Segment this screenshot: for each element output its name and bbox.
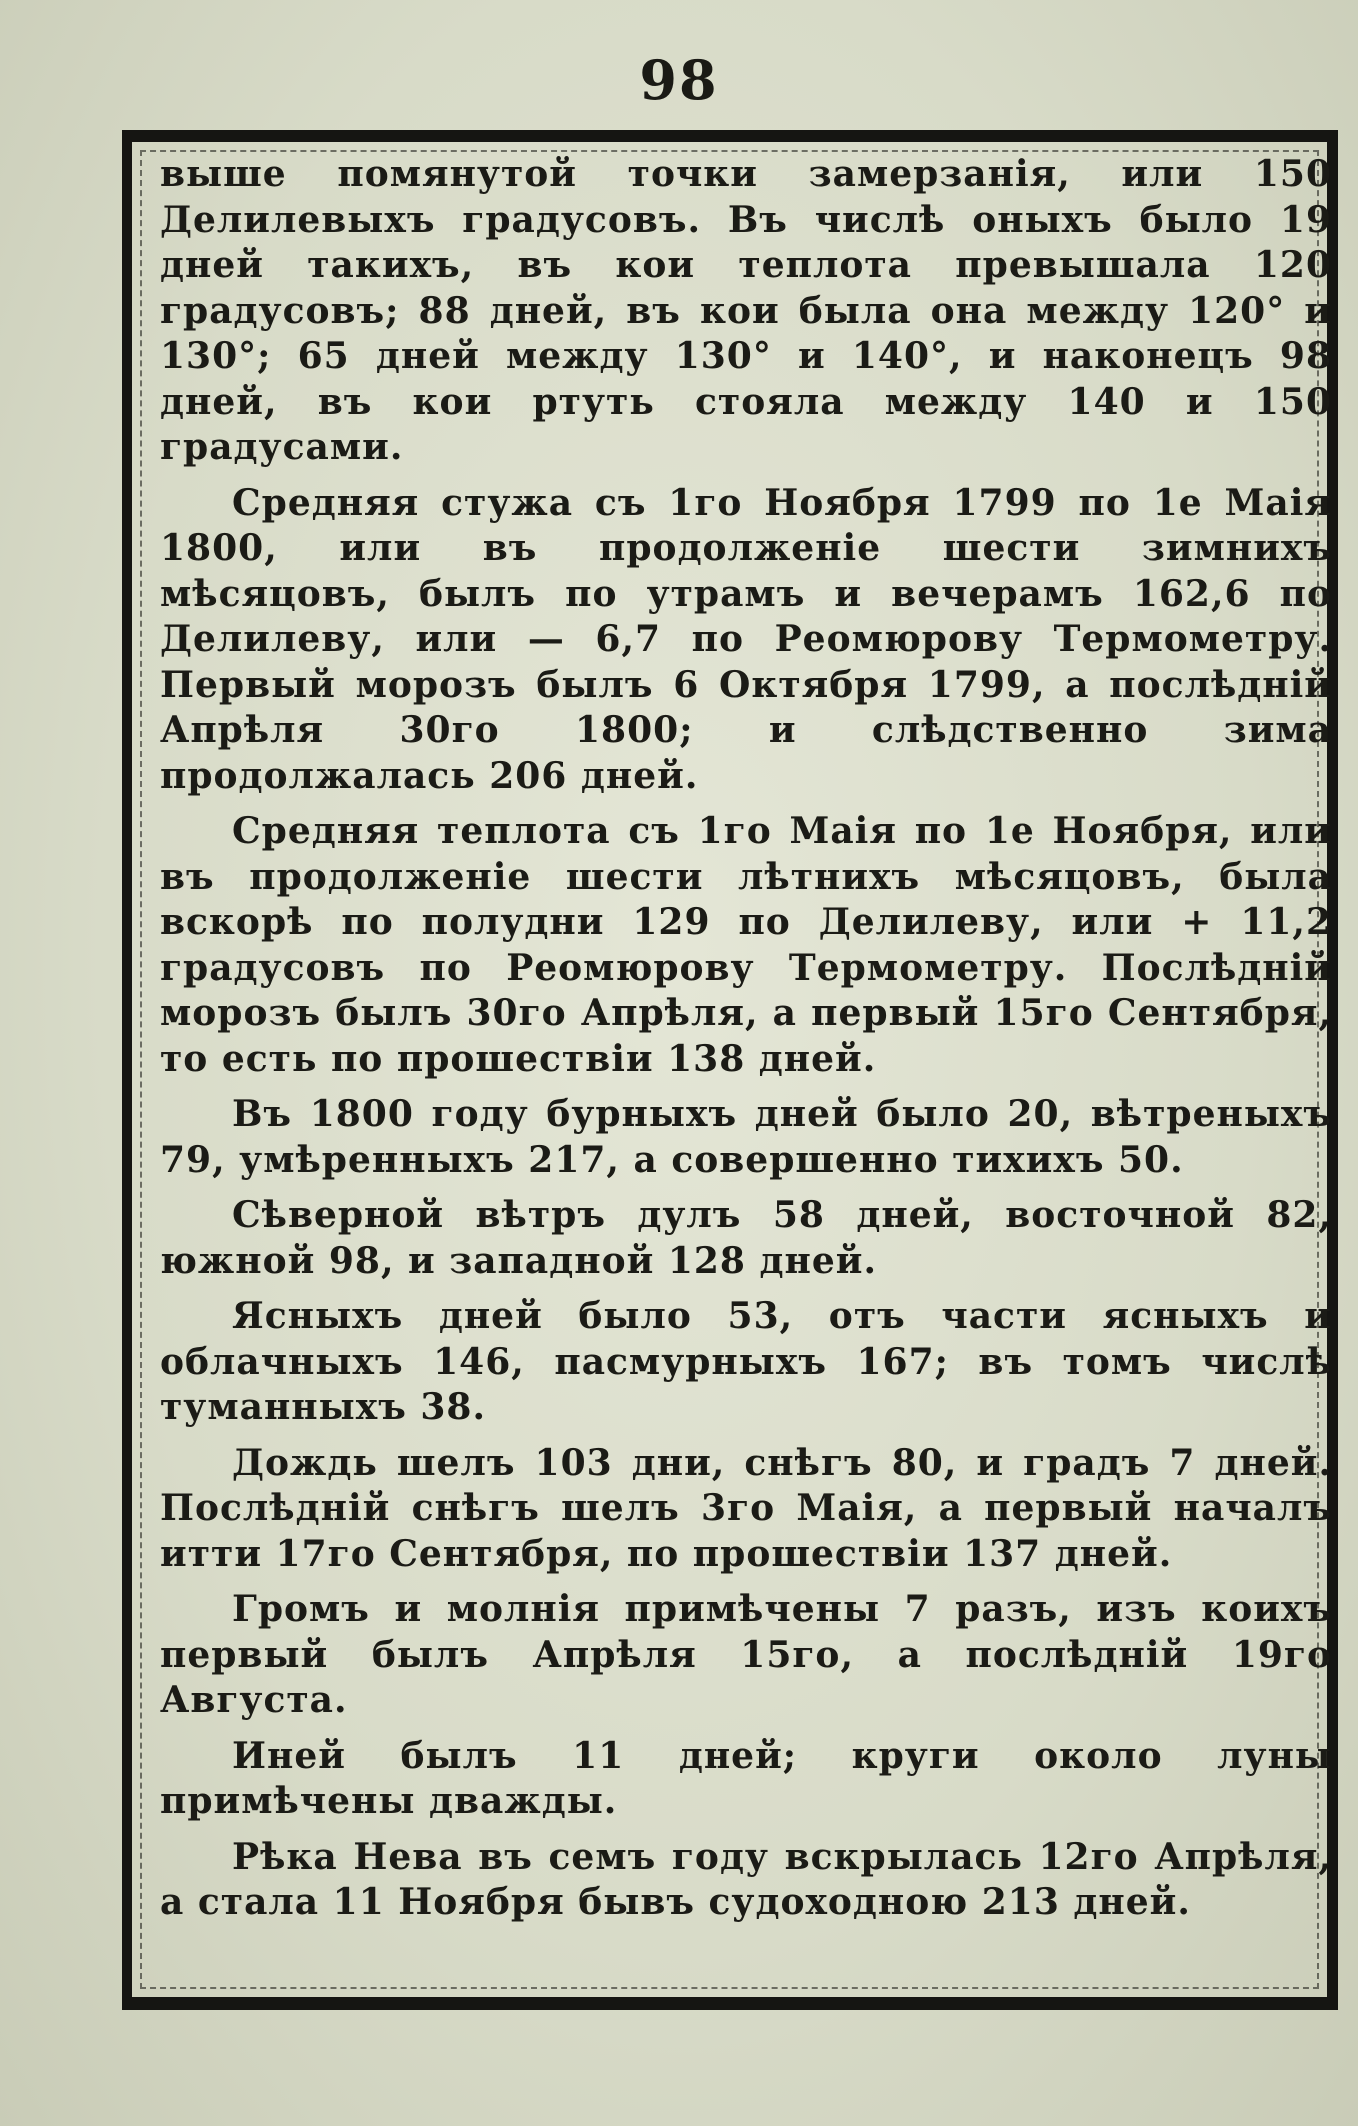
paragraph-7: Дождь шелъ 103 дни, снѣгъ 80, и градъ 7 дней. Послѣдній снѣгъ шелъ 3го Маія, а первый началъ итти 17го Сентября, по прошествіи 137 дней.	[160, 1441, 1332, 1575]
text-block	[160, 152, 1332, 1926]
paragraph-10: Рѣка Нева въ семъ году вскрылась 12го Апрѣля, а стала 11 Ноября бывъ судоходною 213 дней.	[160, 1835, 1332, 1923]
paragraph-4: Въ 1800 году бурныхъ дней было 20, вѣтреныхъ 79, умѣренныхъ 217, а совершенно тихихъ 50.	[160, 1093, 1332, 1181]
paragraph-6: Ясныхъ дней было 53, отъ части ясныхъ и облачныхъ 146, пасмурныхъ 167; въ томъ числѣ туманныхъ 38.	[160, 1295, 1332, 1428]
paragraph-5: Сѣверной вѣтръ дулъ 58 дней, восточной 82, южной 98, и западной 128 дней.	[160, 1194, 1332, 1282]
page-number: 98	[639, 48, 719, 112]
paragraph-8: Громъ и молнія примѣчены 7 разъ, изъ коихъ первый былъ Апрѣля 15го, а послѣдній 19го Августа.	[160, 1588, 1332, 1721]
paragraph-2: Средняя стужа съ 1го Ноября 1799 по 1е Маія 1800, или въ продолженіе шести зимнихъ мѣсяцовъ, былъ по утрамъ и вечерамъ 162,6 по Делилеву, или — 6,7 по Реомюрову Термометру. Первый морозъ былъ 6 Октября 1799, а послѣдній Апрѣля 30го 1800; и слѣдственно зима продолжалась 206 дней.	[160, 481, 1332, 797]
paragraph-1: выше помянутой точки замерзанія, или 150 Делилевыхъ градусовъ. Въ числѣ оныхъ было 19 дней такихъ, въ кои теплота превышала 120 градусовъ; 88 дней, въ кои была она между 120° и 130°; 65 дней между 130° и 140°, и наконецъ 98 дней, въ кои ртуть стояла между 140 и 150 градусами.	[160, 153, 1332, 468]
paragraph-9: Иней былъ 11 дней; круги около луны примѣчены дважды.	[160, 1734, 1332, 1822]
paragraph-3: Средняя теплота съ 1го Маія по 1е Ноября, или въ продолженіе шести лѣтнихъ мѣсяцовъ, была вскорѣ по полудни 129 по Делилеву, или + 11,2 градусовъ по Реомюрову Термометру. Послѣдній морозъ былъ 30го Апрѣля, а первый 15го Сентября, то есть по прошествіи 138 дней.	[160, 810, 1332, 1080]
